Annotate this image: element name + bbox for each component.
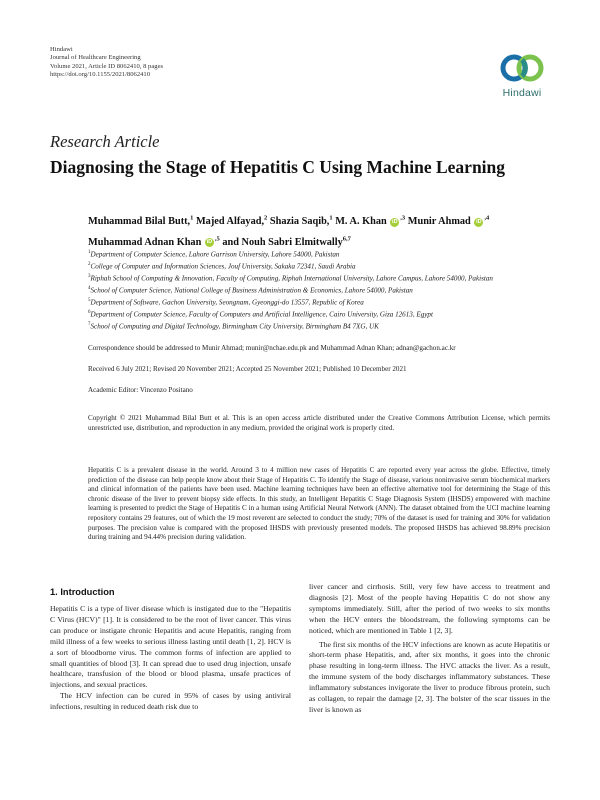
journal-name: Journal of Healthcare Engineering bbox=[50, 54, 141, 62]
journal-info bbox=[50, 46, 163, 80]
author-list bbox=[88, 210, 558, 251]
paragraph: The first six months of the HCV infections are known as acute Hepatitis or short-term phase Hepatitis, and, after six months, it goes into the chronic phase resulting in long-term illness. The HVC attacks the liver. As a result, the immune system of the body discharges inflammatory substances. These inflammatory substances invigorate the liver to produce fibrous protein, such as collagen, to repair the damage [2, 3]. The bolster of the scar tissues in the liver is known as bbox=[309, 639, 550, 714]
author[interactable]: Muhammad Bilal Butt,$^1$ bbox=[88, 215, 194, 228]
affiliation: $^3$Riphah School of Computing & Innovation, Faculty of Computing, Riphah International University, Lahore Campus, Lahore 54000, Pakistan bbox=[88, 273, 493, 283]
orcid-icon[interactable]: iD bbox=[476, 218, 482, 225]
affiliation: $^7$School of Computing and Digital Technology, Birmingham City University, Birmingham B4 7XG, UK bbox=[88, 321, 379, 331]
hindawi-logo bbox=[494, 48, 550, 99]
affiliation: $^4$School of Computer Science, National College of Business Administration & Economics, Lahore 54000, Pakistan bbox=[88, 285, 413, 295]
paragraph: Hepatitis C is a type of liver disease which is instigated due to the "Hepatitis C Virus (HCV)" [1]. It is considered to be the root of liver cancer. This virus can produce or instigate chronic Hepatitis and acute Hepatitis, ranging from mild illness of a few weeks to serious illness lasting until death [1, 2]. HCV is a sort of bloodborne virus. The common forms of infection are applied to small quantities of blood [3]. It can spread due to used drug injection, unsafe healthcare, transfusion of the blood or blood plasma, unsafe practices of injections, and sexual practices. bbox=[50, 604, 291, 690]
author[interactable]: Muhammad Adnan Khan iD $^{,5}$ bbox=[88, 235, 220, 248]
orcid-icon[interactable]: iD bbox=[392, 218, 398, 225]
volume-line: Volume 2021, Article ID 8062410, 8 pages bbox=[50, 62, 164, 70]
affiliation: $^1$Department of Computer Science, Lahore Garrison University, Lahore 54000, Pakistan bbox=[88, 250, 340, 259]
section-heading: 1. Introduction bbox=[50, 587, 115, 597]
publication-dates: Received 6 July 2021; Revised 20 November 2021; Accepted 25 November 2021; Published 10 December 2021 bbox=[88, 365, 407, 373]
copyright-notice: Copyright © 2021 Muhammad Bilal Butt et al. This is an open access article distributed under the Creative Commons Attribution License, which permits unrestricted use, distribution, and reproduction in any medium, provided the original work is properly cited. bbox=[88, 414, 550, 432]
orcid-icon[interactable]: iD bbox=[206, 238, 213, 245]
affiliation: $^6$Department of Computer Science, Faculty of Computers and Artificial Intelligence, Cairo University, Giza 12613, Egypt bbox=[88, 309, 433, 319]
article-title: Diagnosing the Stage of Hepatitis C Using Machine Learning bbox=[50, 157, 506, 177]
doi-link[interactable]: https://doi.org/10.1155/2021/8062410 bbox=[50, 71, 151, 79]
author[interactable]: Munir Ahmad iD $^{,4}$ bbox=[407, 215, 490, 228]
abstract: Hepatitis C is a prevalent disease in the world. Around 3 to 4 million new cases of Hepatitis C are reported every year across the globe. Effective, timely prediction of the disease can help people know about their Stage of Hepatitis C. To identify the Stage of disease, various noninvasive serum biochemical markers and clinical information of the patients have been used. Machine learning techniques have been an effective alternative tool for determining the Stage of this chronic disease of the liver to prevent biopsy side effects. In this study, an Intelligent Hepatitis C Stage Diagnosis System (IHSDS) empowered with machine learning is presented to predict the Stage of Hepatitis C in a human using Artificial Neural Network (ANN). The dataset obtained from the UCI machine learning repository contains 29 features, out of which the 19 most reverent are selected to conduct the study; 70% of the dataset is used for training and 30% for validation purposes. The precision value is compared with the proposed IHSDS with previously presented models. The proposed IHSDS has achieved 98.89% precision during training and 94.44% precision during validation. bbox=[88, 466, 550, 542]
affiliation: $^2$College of Computer and Information Sciences, Jouf University, Sakaka 72341, Saudi Arabia bbox=[88, 261, 356, 271]
author[interactable]: Shazia Saqib,$^1$ bbox=[269, 215, 333, 228]
academic-editor: Academic Editor: Vincenzo Positano bbox=[88, 386, 193, 394]
publisher-name: Hindawi bbox=[50, 46, 73, 53]
affiliation: $^5$Department of Software, Gachon University, Seongnam, Gyeonggi-do 13557, Republic of Korea bbox=[88, 297, 364, 307]
hindawi-logo-icon bbox=[499, 48, 545, 86]
author[interactable]: Majed Alfayad,$^2$ bbox=[195, 215, 268, 228]
paragraph: liver cancer and cirrhosis. Still, very few have access to treatment and diagnosis [2]. Most of the people having Hepatitis C do not show any symptoms immediately. Still, after the period of two weeks to six months when the HCV enters the bloodstream, the following symptoms can be noticed, which are mentioned in Table 1 [2, 3]. bbox=[309, 582, 550, 635]
author[interactable]: M. A. Khan iD $^{,3}$ bbox=[335, 215, 406, 228]
affiliations bbox=[88, 248, 558, 332]
paragraph: The HCV infection can be cured in 95% of cases by using antiviral infections, resulting in reduced death risk due to bbox=[50, 691, 291, 712]
body-column-left bbox=[50, 604, 291, 713]
article-type: Research Article bbox=[50, 132, 160, 151]
logo-text: Hindawi bbox=[502, 87, 542, 99]
body-column-right bbox=[309, 582, 550, 716]
author[interactable]: and Nouh Sabri Elmitwally$^{6,7}$ bbox=[222, 235, 351, 248]
correspondence: Correspondence should be addressed to Munir Ahmad; munir@nchae.edu.pk and Muhammad Adnan Khan; adnan@gachon.ac.kr bbox=[88, 344, 456, 352]
